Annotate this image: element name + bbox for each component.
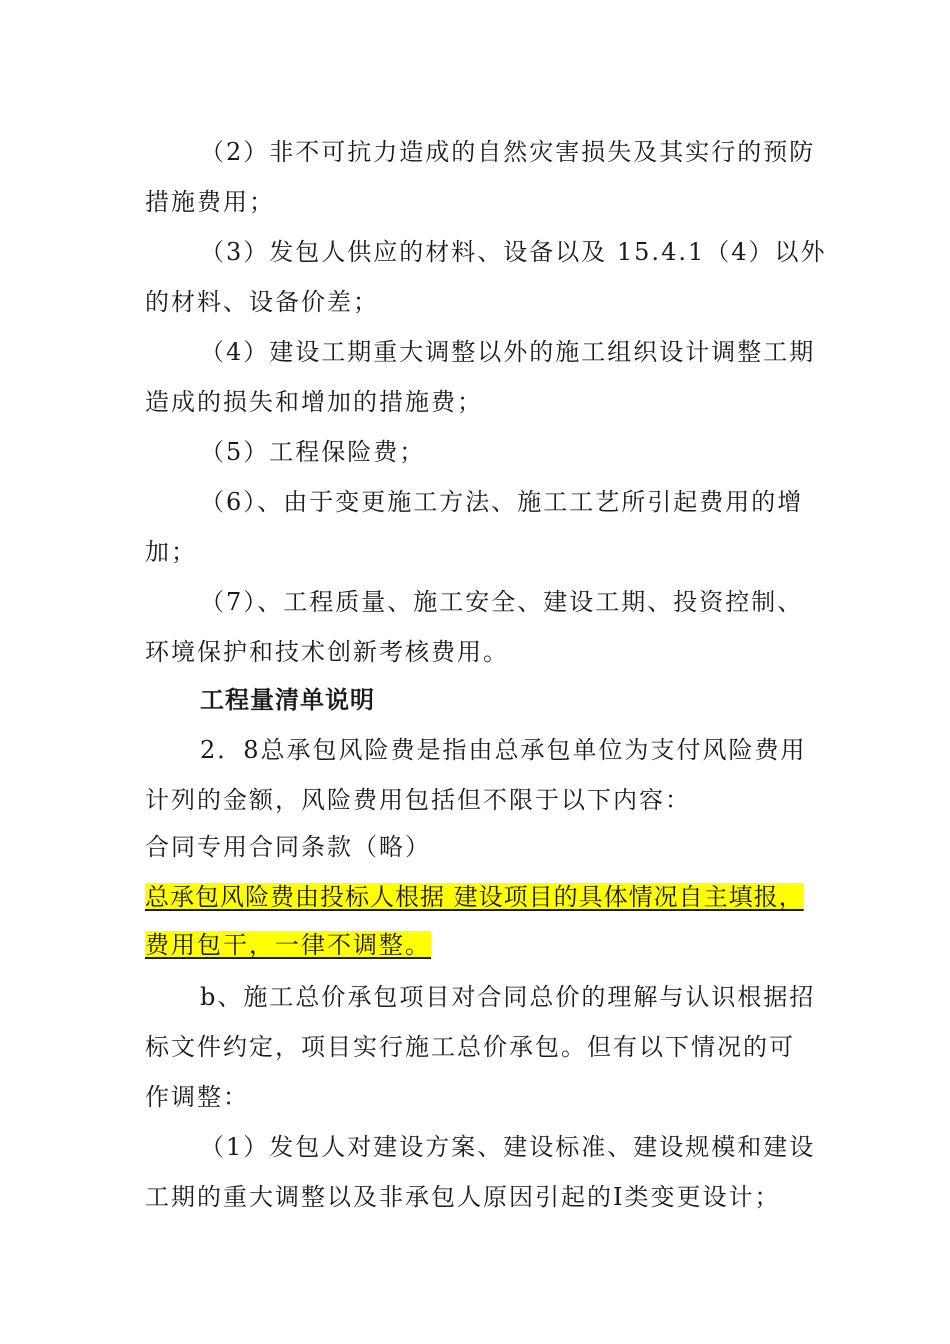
- paragraph-line: 环境保护和技术创新考核费用。: [145, 638, 509, 666]
- paragraph-line: （6）、由于变更施工方法、施工工艺所引起费用的增: [200, 488, 804, 516]
- highlighted-line: [145, 928, 835, 962]
- paragraph-line: 标文件约定，项目实行施工总价承包。但有以下情况的可: [145, 1033, 795, 1061]
- paragraph-line: （4）建设工期重大调整以外的施工组织设计调整工期: [200, 338, 816, 366]
- paragraph-line: 的材料、设备价差；: [145, 288, 379, 316]
- paragraph-line: 合同专用合同条款（略）: [145, 833, 431, 861]
- highlight-text: 费用包干，一律不调整。: [145, 931, 431, 959]
- paragraph-line: 计列的金额，风险费用包括但不限于以下内容：: [145, 786, 691, 814]
- paragraph-line: （5）工程保险费；: [200, 438, 426, 466]
- paragraph-line: （7）、工程质量、施工安全、建设工期、投资控制、: [200, 588, 804, 616]
- paragraph-line: （3）发包人供应的材料、设备以及 15.4.1（4）以外: [200, 238, 827, 266]
- paragraph-line: 工期的重大调整以及非承包人原因引起的Ⅰ类变更设计；: [145, 1183, 781, 1211]
- highlight-text: 总承包风险费由投标人根据 建设项目的具体情况自主填报，: [145, 883, 804, 911]
- paragraph-line: 加；: [145, 538, 197, 566]
- paragraph-line: 作调整：: [145, 1083, 249, 1111]
- highlighted-line: [145, 880, 845, 914]
- paragraph-line: 2．8总承包风险费是指由总承包单位为支付风险费用: [200, 736, 807, 764]
- paragraph-line: b、施工总价承包项目对合同总价的理解与认识根据招: [200, 983, 816, 1011]
- section-heading: 工程量清单说明: [200, 686, 375, 714]
- paragraph-line: 措施费用；: [145, 188, 275, 216]
- paragraph-line: （2）非不可抗力造成的自然灾害损失及其实行的预防: [200, 138, 816, 166]
- paragraph-line: 造成的损失和增加的措施费；: [145, 388, 483, 416]
- paragraph-line: （1）发包人对建设方案、建设标准、建设规模和建设: [200, 1133, 816, 1161]
